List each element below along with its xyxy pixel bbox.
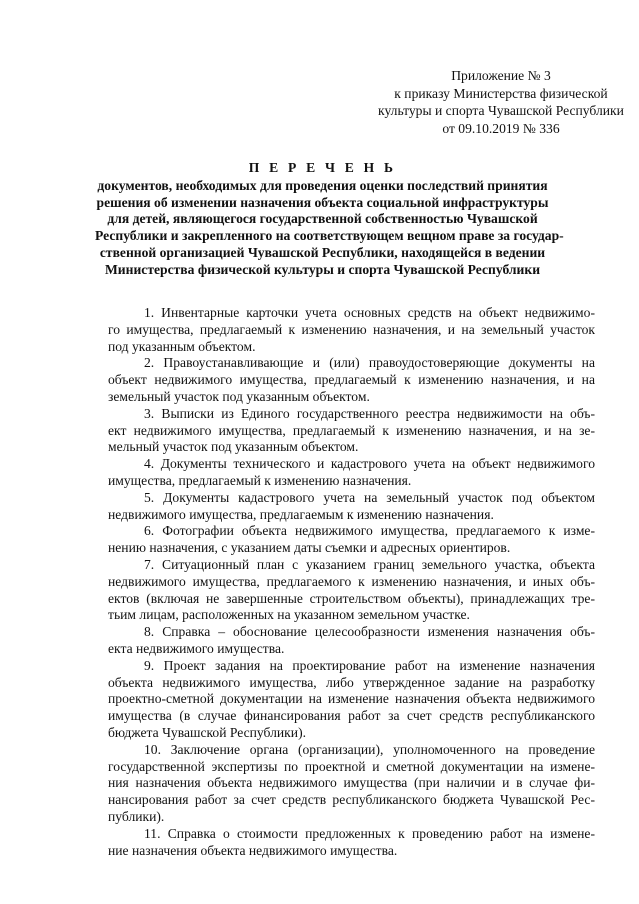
- appendix-line: от 09.10.2019 № 336: [442, 120, 560, 136]
- title-line: Министерства физической культуры и спорта Чувашской Республики: [104, 261, 541, 277]
- item-line: ект недвижимого имущества, предлагаемый к изменению назначения, и на зе-: [108, 422, 595, 438]
- title-heading: П Е Р Е Ч Е Н Ь: [248, 160, 397, 175]
- item-line: публики).: [108, 808, 165, 824]
- item-line: 6. Фотографии объекта недвижимого имущества, предлагаемого к изме-: [144, 523, 595, 539]
- item-line: екта недвижимого имущества.: [108, 640, 285, 656]
- item-line: недвижимого имущества, предлагаемым к изменению назначения.: [108, 506, 494, 522]
- item-line: бюджета Чувашской Республики).: [108, 724, 306, 740]
- list-item: [108, 355, 595, 405]
- item-line: имущества (в случае финансирования работ за счет средств республиканского: [108, 708, 595, 724]
- appendix-line: к приказу Министерства физической: [394, 85, 608, 101]
- item-line: ектов (включая не завершенные строительством объекты), принадлежащих тре-: [108, 590, 595, 606]
- list-item: [108, 456, 595, 490]
- list-item: [108, 624, 595, 658]
- list-item: [108, 490, 595, 524]
- item-line: объект недвижимого имущества, предлагаемый к изменению назначения, и на: [108, 372, 595, 388]
- item-line: нению назначения, с указанием даты съемки и адресных ориентиров.: [108, 540, 511, 556]
- item-line: 9. Проект задания на проектирование работ на изменение назначения: [144, 657, 595, 673]
- item-line: 3. Выписки из Единого государственного реестра недвижимости на объ-: [144, 405, 595, 421]
- document-title: [95, 160, 564, 279]
- item-line: под указанным объектом.: [108, 338, 256, 354]
- appendix-header: [376, 67, 626, 137]
- item-line: ние назначения объекта недвижимого имущества.: [108, 842, 398, 858]
- item-line: нансирования работ за счет средств республиканского бюджета Чувашской Рес-: [108, 792, 595, 808]
- item-line: земельный участок под указанным объектом.: [108, 388, 370, 404]
- item-line: 1. Инвентарные карточки учета основных средств на объект недвижимо-: [144, 305, 595, 320]
- appendix-line: Приложение № 3: [451, 68, 551, 83]
- document-items-list: [108, 305, 595, 859]
- item-line: 8. Справка – обоснование целесообразности изменения назначения объ-: [144, 624, 595, 640]
- item-line: тьим лицам, расположенных на указанном земельном участке.: [108, 607, 470, 623]
- item-line: 7. Ситуационный план с указанием границ земельного участка, объекта: [144, 556, 595, 572]
- item-line: объекта недвижимого имущества, либо утвержденное задание на разработку: [108, 674, 595, 690]
- list-item: [108, 406, 595, 456]
- item-line: 10. Заключение органа (организации), уполномоченного на проведение: [144, 741, 595, 757]
- title-line: для детей, являющегося государственной собственностью Чувашской: [107, 211, 538, 227]
- appendix-line: культуры и спорта Чувашской Республики: [378, 103, 624, 118]
- title-line: решения об изменении назначения объекта социальной инфраструктуры: [96, 194, 549, 210]
- title-line: Республики и закрепленного на соответствующем вещном праве за государ-: [95, 228, 564, 244]
- list-item: [108, 826, 595, 860]
- item-line: проектно-сметной документации на изменение назначения объекта недвижимого: [108, 691, 595, 707]
- title-line: документов, необходимых для проведения оценки последствий принятия: [97, 177, 548, 193]
- list-item: [108, 742, 595, 826]
- list-item: [108, 523, 595, 557]
- list-item: [108, 557, 595, 624]
- item-line: ния назначения объекта недвижимого имущества (при наличии и в случае фи-: [108, 775, 595, 791]
- item-line: мельный участок под указанным объектом.: [108, 439, 359, 455]
- item-line: 4. Документы технического и кадастрового учета на объект недвижимого: [144, 456, 595, 472]
- list-item: [108, 305, 595, 355]
- item-line: 2. Правоустанавливающие и (или) правоудостоверяющие документы на: [144, 355, 595, 371]
- title-line: ственной организацией Чувашской Республики, находящейся в ведении: [99, 244, 546, 260]
- item-line: государственной экспертизы по проектной и сметной документации на измене-: [108, 758, 595, 774]
- item-line: 5. Документы кадастрового учета на земельный участок под объектом: [144, 489, 595, 505]
- item-line: го имущества, предлагаемый к изменению назначения, и на земельный участок: [108, 321, 595, 337]
- item-line: недвижимого имущества, предлагаемого к изменению назначения, и иных объ-: [108, 573, 595, 589]
- list-item: [108, 658, 595, 742]
- item-line: 11. Справка о стоимости предложенных к проведению работ на измене-: [144, 825, 595, 841]
- item-line: имущества, предлагаемый к изменению назначения.: [108, 472, 412, 488]
